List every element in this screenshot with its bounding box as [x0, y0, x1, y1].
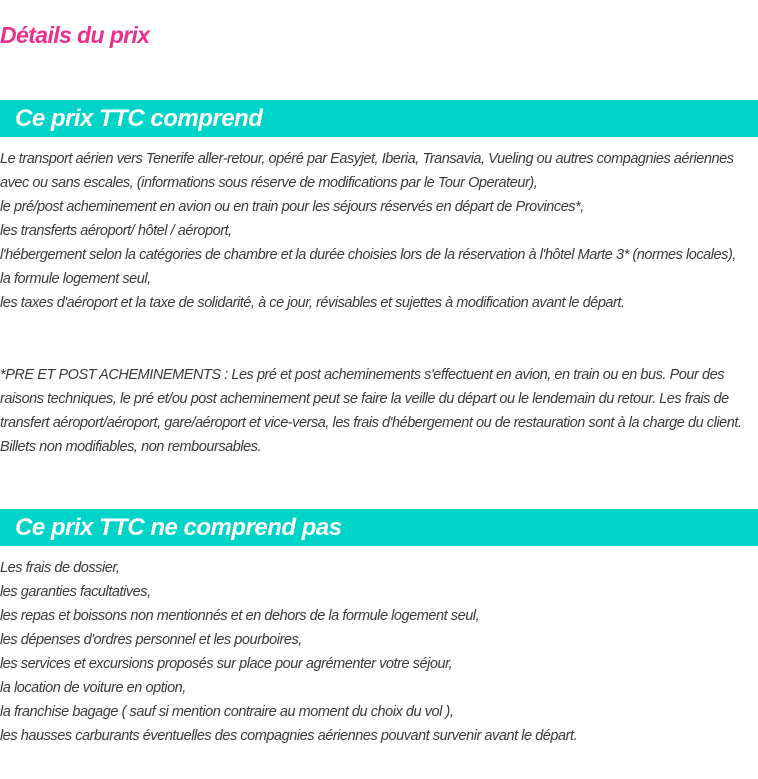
- includes-item: Le transport aérien vers Tenerife aller-retour, opéré par Easyjet, Iberia, Transavia, Vueling ou autres compagnies aériennes avec ou sans escales, (informations sous réserve de modifications par le Tour Operateur),: [0, 151, 734, 191]
- excludes-item: les hausses carburants éventuelles des compagnies aériennes pouvant survenir avant le départ.: [0, 728, 578, 744]
- excludes-item: les repas et boissons non mentionnés et en dehors de la formule logement seul,: [0, 608, 480, 624]
- excludes-item: la franchise bagage ( sauf si mention contraire au moment du choix du vol ),: [0, 704, 454, 720]
- includes-item: les transferts aéroport/ hôtel / aéroport,: [0, 223, 232, 239]
- excludes-item: Les frais de dossier,: [0, 560, 120, 576]
- includes-list: [0, 147, 754, 315]
- includes-item: les taxes d'aéroport et la taxe de solidarité, à ce jour, révisables et sujettes à modification avant le départ.: [0, 295, 625, 311]
- includes-item: le pré/post acheminement en avion ou en train pour les séjours réservés en départ de Provinces*,: [0, 199, 584, 215]
- excludes-list: [0, 556, 754, 748]
- section-heading-includes: Ce prix TTC comprend: [15, 105, 263, 132]
- section-header-includes: [0, 100, 758, 137]
- includes-item: l'hébergement selon la catégories de chambre et la durée choisies lors de la réservation à l'hôtel Marte 3* (normes locales),: [0, 247, 736, 263]
- excludes-item: les dépenses d'ordres personnel et les pourboires,: [0, 632, 302, 648]
- excludes-item: la location de voiture en option,: [0, 680, 186, 696]
- section-header-excludes: [0, 509, 758, 546]
- excludes-item: les services et excursions proposés sur place pour agrémenter votre séjour,: [0, 656, 453, 672]
- pre-post-note-container: [0, 363, 754, 459]
- pre-post-note: *PRE ET POST ACHEMINEMENTS : Les pré et post acheminements s'effectuent en avion, en train ou en bus. Pour des raisons techniques, le pré et/ou post acheminement peut se faire la veille du départ ou le lendemain du retour. Les frais de transfert aéroport/aéroport, gare/aéroport et vice-versa, les frais d'hébergement ou de restauration sont à la charge du client. Billets non modifiables, non remboursables.: [0, 367, 742, 455]
- excludes-item: les garanties facultatives,: [0, 584, 151, 600]
- page-title: Détails du prix: [0, 22, 150, 48]
- includes-item: la formule logement seul,: [0, 271, 151, 287]
- section-heading-excludes: Ce prix TTC ne comprend pas: [15, 514, 342, 541]
